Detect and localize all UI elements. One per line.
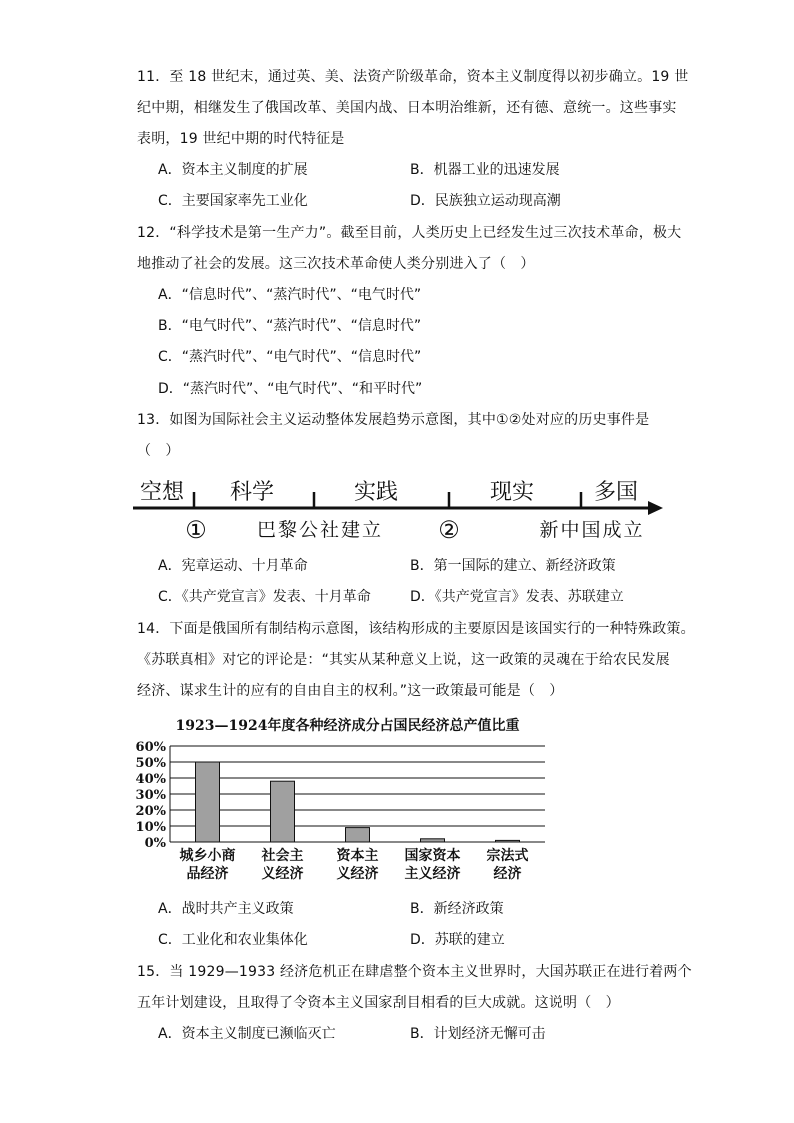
q11-option-c[interactable]: C．主要国家率先工业化	[158, 193, 308, 209]
q15-option-b[interactable]: B．计划经济无懈可击	[410, 1026, 546, 1042]
q14-option-b[interactable]: B．新经济政策	[410, 901, 504, 917]
chart-category-label: 宗法式	[486, 848, 529, 864]
q13-option-c[interactable]: C．《共产党宣言》发表、十月革命	[158, 589, 371, 605]
q11-option-d[interactable]: D．民族独立运动现高潮	[410, 193, 561, 209]
chart-ytick-label: 0%	[144, 836, 166, 851]
chart-ytick-label: 40%	[135, 772, 166, 787]
chart-title: 1923—1924年度各种经济成分占国民经济总产值比重	[175, 718, 520, 734]
q12-option-c[interactable]: C．“蒸汽时代”、“电气时代”、“信息时代”	[158, 349, 422, 365]
q11-option-b[interactable]: B．机器工业的迅速发展	[410, 162, 560, 178]
q11-option-a[interactable]: A．资本主义制度的扩展	[158, 162, 308, 178]
q14-line-3: 经济、谋求生计的应有的自由自主的权利。”这一政策最可能是（ ）	[137, 683, 564, 699]
chart-category-label: 义经济	[261, 866, 304, 882]
chart-ytick-label: 30%	[135, 788, 166, 803]
chart-ytick-label: 60%	[135, 740, 166, 755]
chart-category-label: 品经济	[186, 866, 229, 882]
q14-option-d[interactable]: D．苏联的建立	[410, 932, 505, 948]
chart-bar	[346, 828, 370, 842]
timeline-arrowhead-icon	[648, 501, 663, 515]
chart-category-label: 资本主	[336, 848, 379, 864]
chart-bar	[496, 840, 520, 842]
chart-bar	[271, 781, 295, 842]
q12-option-d[interactable]: D．“蒸汽时代”、“电气时代”、“和平时代”	[158, 381, 423, 397]
q14-bar-chart	[130, 712, 560, 892]
q13-option-b[interactable]: B．第一国际的建立、新经济政策	[410, 558, 616, 574]
q11-line-2: 纪中期，相继发生了俄国改革、美国内战、日本明治维新，还有德、意统一。这些事实	[137, 100, 677, 116]
chart-bar	[196, 762, 220, 842]
q12-option-a[interactable]: A．“信息时代”、“蒸汽时代”、“电气时代”	[158, 287, 422, 303]
chart-category-label: 社会主	[261, 848, 304, 864]
event-paris-commune: 巴黎公社建立	[256, 519, 384, 541]
q14-option-c[interactable]: C．工业化和农业集体化	[158, 932, 308, 948]
q11-line-1: 11．至 18 世纪末，通过英、美、法资产阶级革命，资本主义制度得以初步确立。19 世	[137, 69, 689, 85]
q12-line-2: 地推动了社会的发展。这三次技术革命使人类分别进入了（ ）	[137, 256, 535, 272]
event-marker-1: ①	[185, 516, 207, 544]
chart-category-label: 国家资本	[404, 848, 461, 864]
q15-line-1: 15．当 1929—1933 经济危机正在肆虐整个资本主义世界时，大国苏联正在进行着两个	[137, 964, 692, 980]
q12-option-b[interactable]: B．“电气时代”、“蒸汽时代”、“信息时代”	[158, 318, 422, 334]
stage-practice: 实践	[353, 480, 399, 505]
q15-option-a[interactable]: A．资本主义制度已濒临灭亡	[158, 1026, 336, 1042]
event-new-china: 新中国成立	[539, 519, 645, 541]
q15-line-2: 五年计划建设，且取得了令资本主义国家刮目相看的巨大成就。这说明（ ）	[137, 995, 620, 1011]
chart-category-label: 经济	[493, 866, 522, 882]
chart-bar	[421, 839, 445, 842]
stage-scientific: 科学	[229, 480, 275, 505]
q14-line-1: 14．下面是俄国所有制结构示意图，该结构形成的主要原因是该国实行的一种特殊政策。	[137, 621, 695, 637]
stage-reality: 现实	[489, 480, 535, 505]
q13-line-2: （ ）	[137, 443, 180, 459]
q13-timeline-diagram	[130, 472, 670, 552]
chart-category-label: 主义经济	[404, 866, 461, 882]
q13-option-a[interactable]: A．宪章运动、十月革命	[158, 558, 308, 574]
chart-ytick-label: 10%	[135, 820, 166, 835]
chart-ytick-label: 50%	[135, 756, 166, 771]
stage-utopian: 空想	[139, 480, 185, 505]
stage-multinational: 多国	[593, 480, 639, 505]
q14-line-2: 《苏联真相》对它的评论是：“其实从某种意义上说，这一政策的灵魂在于给农民发展	[137, 652, 670, 668]
event-marker-2: ②	[438, 516, 460, 544]
q13-line-1: 13．如图为国际社会主义运动整体发展趋势示意图，其中①②处对应的历史事件是	[137, 412, 650, 428]
q13-option-d[interactable]: D．《共产党宣言》发表、苏联建立	[410, 589, 624, 605]
chart-category-label: 城乡小商	[179, 848, 236, 864]
chart-category-label: 义经济	[336, 866, 379, 882]
q11-line-3: 表明，19 世纪中期的时代特征是	[137, 131, 345, 147]
chart-ytick-label: 20%	[135, 804, 166, 819]
q14-option-a[interactable]: A．战时共产主义政策	[158, 901, 294, 917]
q12-line-1: 12．“科学技术是第一生产力”。截至目前，人类历史上已经发生过三次技术革命，极大	[137, 225, 682, 241]
